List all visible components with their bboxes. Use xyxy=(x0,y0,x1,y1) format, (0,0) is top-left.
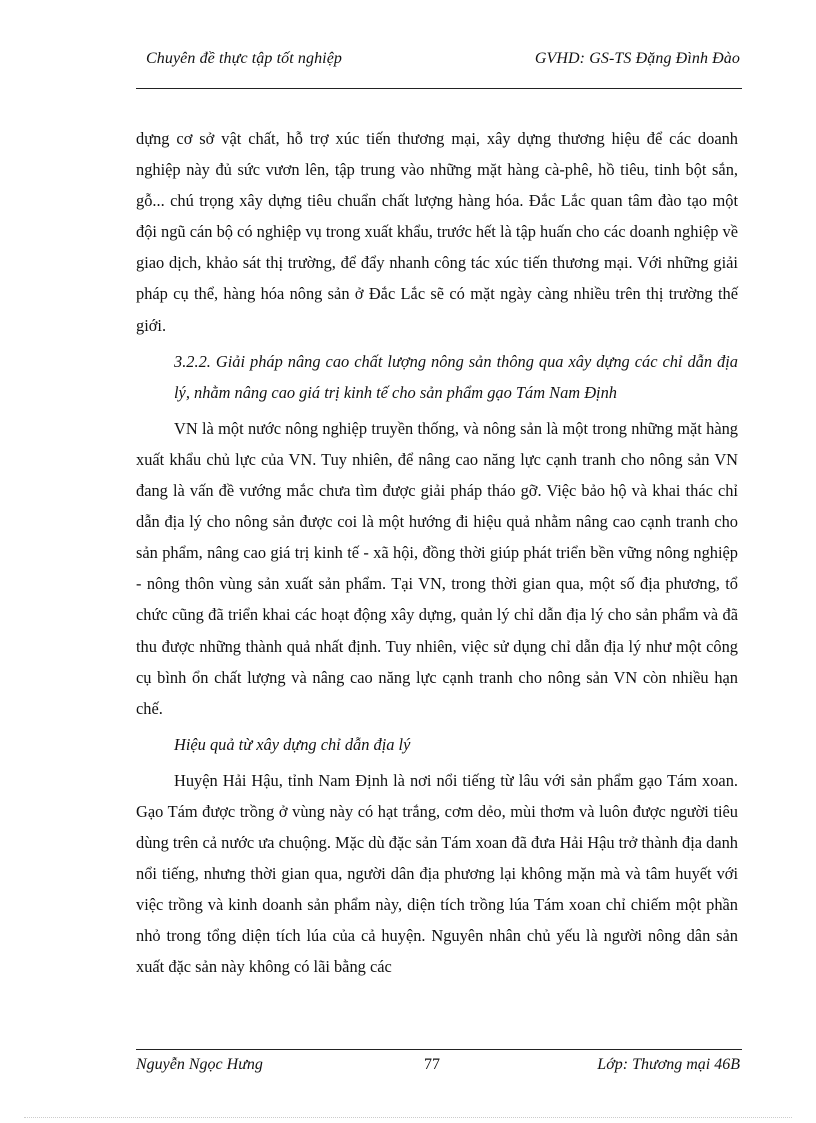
header-document-title: Chuyên đề thực tập tốt nghiệp xyxy=(146,50,343,67)
page-header xyxy=(136,40,742,89)
footer-class: Lớp: Thương mại 46B xyxy=(597,1056,740,1073)
page-edge-divider xyxy=(24,1117,792,1118)
paragraph-hai-hau: Huyện Hải Hậu, tỉnh Nam Định là nơi nổi tiếng từ lâu với sản phẩm gạo Tám xoan. Gạo Tám được trồng ở vùng này có hạt trắng, cơm dẻo, mùi thơm và luôn được người tiêu dùng trên cả nước ưa chuộng. Mặc dù đặc sản Tám xoan đã đưa Hải Hậu trở thành địa danh nổi tiếng, nhưng thời gian qua, người dân địa phương lại không mặn mà và tâm huyết với việc trồng và kinh doanh sản phẩm này, diện tích trồng lúa Tám xoan chỉ chiếm một phần nhỏ trong tổng diện tích lúa của cả huyện. Nguyên nhân chủ yếu là người nông dân sản xuất đặc sản này không có lãi bằng các xyxy=(136,770,738,977)
page-body xyxy=(136,123,738,988)
page-number: 77 xyxy=(424,1056,440,1073)
section-heading: 3.2.2. Giải pháp nâng cao chất lượng nông sản thông qua xây dựng các chỉ dẫn địa lý, nhằm nâng cao giá trị kinh tế cho sản phẩm gạo Tám Nam Định xyxy=(174,351,738,402)
header-advisor: GVHD: GS-TS Đặng Đình Đào xyxy=(534,50,740,67)
paragraph-intro: dựng cơ sở vật chất, hỗ trợ xúc tiến thương mại, xây dựng thương hiệu để các doanh nghiệp này đủ sức vươn lên, tập trung vào những mặt hàng cà-phê, hồ tiêu, tinh bột sắn, gỗ... chú trọng xây dựng tiêu chuẩn chất lượng hàng hóa. Đắc Lắc quan tâm đào tạo một đội ngũ cán bộ có nghiệp vụ trong xuất khẩu, trước hết là tập huấn cho các doanh nghiệp về giao dịch, khảo sát thị trường, để đẩy nhanh công tác xúc tiến thương mại. Với những giải pháp cụ thể, hàng hóa nông sản ở Đắc Lắc sẽ có mặt ngày càng nhiều trên thị trường thế giới. xyxy=(136,129,738,335)
subsection-heading: Hiệu quả từ xây dựng chỉ dẫn địa lý xyxy=(174,734,411,754)
paragraph-main: VN là một nước nông nghiệp truyền thống, và nông sản là một trong những mặt hàng xuất khẩu chủ lực của VN. Tuy nhiên, để nâng cao năng lực cạnh tranh cho nông sản VN đang là vấn đề vướng mắc chưa tìm được giải pháp tháo gỡ. Việc bảo hộ và khai thác chỉ dẫn địa lý cho nông sản được coi là một hướng đi hiệu quả nhằm nâng cao cạnh tranh cho sản phẩm, nâng cao giá trị kinh tế - xã hội, đồng thời giúp phát triển bền vững nông nghiệp - nông thôn vùng sản xuất sản phẩm. Tại VN, trong thời gian qua, một số địa phương, tổ chức cũng đã triển khai các hoạt động xây dựng, quản lý chỉ dẫn địa lý cho sản phẩm và đã thu được những thành quả nhất định. Tuy nhiên, việc sử dụng chỉ dẫn địa lý như một công cụ bình ổn chất lượng và nâng cao năng lực cạnh tranh cho nông sản VN còn nhiều hạn chế. xyxy=(136,418,738,718)
footer-author: Nguyễn Ngọc Hưng xyxy=(136,1056,263,1073)
page-footer xyxy=(136,1049,742,1090)
